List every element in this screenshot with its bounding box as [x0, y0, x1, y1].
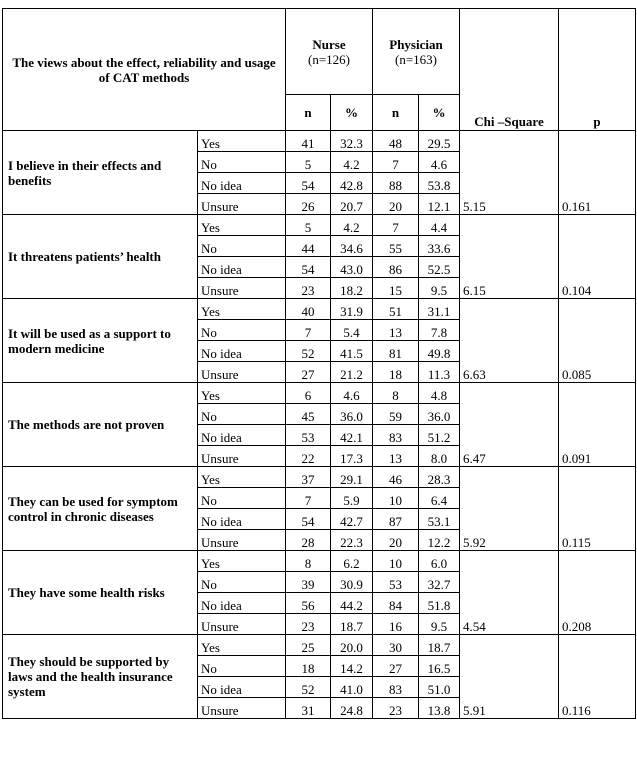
- table-row: [3, 299, 636, 320]
- physician-n-cell: 16: [373, 614, 419, 635]
- nurse-pct-cell: 18.2: [331, 278, 373, 299]
- p-value-cell: 0.085: [559, 299, 636, 383]
- nurse-pct-cell: 5.9: [331, 488, 373, 509]
- physician-pct-cell: 33.6: [419, 236, 460, 257]
- answer-label-cell: No: [198, 656, 286, 677]
- physician-n-cell: 30: [373, 635, 419, 656]
- physician-pct-cell: 53.1: [419, 509, 460, 530]
- nurse-n-cell: 52: [286, 677, 331, 698]
- nurse-n-cell: 41: [286, 131, 331, 152]
- physician-n-header: n: [373, 95, 419, 131]
- nurse-n-cell: 23: [286, 614, 331, 635]
- nurse-pct-cell: 21.2: [331, 362, 373, 383]
- table-row: [3, 215, 636, 236]
- physician-pct-cell: 9.5: [419, 614, 460, 635]
- physician-n-cell: 23: [373, 698, 419, 719]
- p-value-cell: 0.208: [559, 551, 636, 635]
- physician-pct-header: %: [419, 95, 460, 131]
- physician-pct-cell: 32.7: [419, 572, 460, 593]
- physician-n-cell: 59: [373, 404, 419, 425]
- nurse-pct-cell: 5.4: [331, 320, 373, 341]
- nurse-n-cell: 25: [286, 635, 331, 656]
- nurse-n-cell: 22: [286, 446, 331, 467]
- physician-n-cell: 51: [373, 299, 419, 320]
- physician-pct-cell: 4.6: [419, 152, 460, 173]
- statement-cell: It will be used as a support to modern medicine: [3, 299, 198, 383]
- answer-label-cell: No idea: [198, 509, 286, 530]
- nurse-label: Nurse: [312, 36, 346, 52]
- nurse-n-cell: 45: [286, 404, 331, 425]
- answer-label-cell: No: [198, 236, 286, 257]
- physician-n-cell: 87: [373, 509, 419, 530]
- chi-square-cell: 6.63: [460, 299, 559, 383]
- statement-cell: I believe in their effects and benefits: [3, 131, 198, 215]
- physician-n-cell: 7: [373, 215, 419, 236]
- answer-label-cell: Unsure: [198, 614, 286, 635]
- physician-header: [373, 9, 460, 95]
- nurse-n-cell: 28: [286, 530, 331, 551]
- statement-cell: They should be supported by laws and the health insurance system: [3, 635, 198, 719]
- nurse-pct-cell: 30.9: [331, 572, 373, 593]
- chi-square-header: Chi –Square: [460, 9, 559, 131]
- physician-pct-cell: 53.8: [419, 173, 460, 194]
- physician-n-cell: 10: [373, 488, 419, 509]
- physician-n-cell: 53: [373, 572, 419, 593]
- physician-n-cell: 83: [373, 677, 419, 698]
- answer-label-cell: No: [198, 320, 286, 341]
- physician-n-cell: 13: [373, 446, 419, 467]
- nurse-n-cell: 56: [286, 593, 331, 614]
- answer-label-cell: Unsure: [198, 194, 286, 215]
- answer-label-cell: No: [198, 404, 286, 425]
- nurse-n-cell: 26: [286, 194, 331, 215]
- answer-label-cell: Yes: [198, 215, 286, 236]
- nurse-n-cell: 27: [286, 362, 331, 383]
- physician-n-cell: 27: [373, 656, 419, 677]
- physician-n-cell: 83: [373, 425, 419, 446]
- physician-n-cell: 18: [373, 362, 419, 383]
- answer-label-cell: No idea: [198, 593, 286, 614]
- answer-label-cell: No idea: [198, 341, 286, 362]
- statement-cell: It threatens patients’ health: [3, 215, 198, 299]
- nurse-pct-header: %: [331, 95, 373, 131]
- nurse-pct-cell: 41.5: [331, 341, 373, 362]
- nurse-n-cell: 44: [286, 236, 331, 257]
- physician-n-cell: 81: [373, 341, 419, 362]
- physician-n-cell: 88: [373, 173, 419, 194]
- p-value-cell: 0.161: [559, 131, 636, 215]
- physician-n-cell: 8: [373, 383, 419, 404]
- nurse-n-cell: 18: [286, 656, 331, 677]
- physician-pct-cell: 4.8: [419, 383, 460, 404]
- statement-cell: They have some health risks: [3, 551, 198, 635]
- physician-n-cell: 10: [373, 551, 419, 572]
- nurse-n-cell: 7: [286, 488, 331, 509]
- nurse-n-cell: 7: [286, 320, 331, 341]
- physician-pct-cell: 6.4: [419, 488, 460, 509]
- answer-label-cell: Yes: [198, 299, 286, 320]
- answer-label-cell: No idea: [198, 173, 286, 194]
- answer-label-cell: No idea: [198, 677, 286, 698]
- physician-pct-cell: 51.8: [419, 593, 460, 614]
- nurse-pct-cell: 44.2: [331, 593, 373, 614]
- nurse-n-cell: 54: [286, 257, 331, 278]
- nurse-header: [286, 9, 373, 95]
- nurse-pct-cell: 42.8: [331, 173, 373, 194]
- nurse-n-cell: 23: [286, 278, 331, 299]
- physician-n-cell: 15: [373, 278, 419, 299]
- physician-n-cell: 7: [373, 152, 419, 173]
- physician-pct-cell: 49.8: [419, 341, 460, 362]
- physician-pct-cell: 51.0: [419, 677, 460, 698]
- nurse-pct-cell: 34.6: [331, 236, 373, 257]
- chi-square-cell: 5.92: [460, 467, 559, 551]
- physician-pct-cell: 18.7: [419, 635, 460, 656]
- physician-n-cell: 20: [373, 194, 419, 215]
- answer-label-cell: No: [198, 572, 286, 593]
- statement-cell: The methods are not proven: [3, 383, 198, 467]
- physician-n-cell: 13: [373, 320, 419, 341]
- physician-n-cell: 46: [373, 467, 419, 488]
- answer-label-cell: Unsure: [198, 362, 286, 383]
- nurse-pct-cell: 20.7: [331, 194, 373, 215]
- physician-pct-cell: 31.1: [419, 299, 460, 320]
- physician-pct-cell: 9.5: [419, 278, 460, 299]
- nurse-pct-cell: 6.2: [331, 551, 373, 572]
- answer-label-cell: No idea: [198, 425, 286, 446]
- chi-square-cell: 4.54: [460, 551, 559, 635]
- nurse-n-cell: 52: [286, 341, 331, 362]
- answer-label-cell: No idea: [198, 257, 286, 278]
- nurse-pct-cell: 4.6: [331, 383, 373, 404]
- nurse-n-cell: 54: [286, 509, 331, 530]
- physician-pct-cell: 52.5: [419, 257, 460, 278]
- answer-label-cell: No: [198, 488, 286, 509]
- table-row: [3, 635, 636, 656]
- nurse-n-cell: 53: [286, 425, 331, 446]
- nurse-sample-size: (n=126): [308, 51, 350, 67]
- chi-square-cell: 6.15: [460, 215, 559, 299]
- nurse-pct-cell: 36.0: [331, 404, 373, 425]
- physician-n-cell: 86: [373, 257, 419, 278]
- physician-n-cell: 55: [373, 236, 419, 257]
- chi-square-cell: 5.15: [460, 131, 559, 215]
- nurse-pct-cell: 42.1: [331, 425, 373, 446]
- nurse-n-cell: 54: [286, 173, 331, 194]
- nurse-pct-cell: 14.2: [331, 656, 373, 677]
- answer-label-cell: Unsure: [198, 530, 286, 551]
- nurse-n-cell: 5: [286, 215, 331, 236]
- physician-pct-cell: 29.5: [419, 131, 460, 152]
- nurse-pct-cell: 24.8: [331, 698, 373, 719]
- physician-pct-cell: 36.0: [419, 404, 460, 425]
- table-body: [3, 131, 636, 719]
- answer-label-cell: Unsure: [198, 446, 286, 467]
- nurse-n-cell: 39: [286, 572, 331, 593]
- nurse-n-cell: 6: [286, 383, 331, 404]
- chi-square-cell: 6.47: [460, 383, 559, 467]
- chi-square-cell: 5.91: [460, 635, 559, 719]
- nurse-pct-cell: 32.3: [331, 131, 373, 152]
- nurse-pct-cell: 42.7: [331, 509, 373, 530]
- p-value-cell: 0.104: [559, 215, 636, 299]
- physician-sample-size: (n=163): [395, 51, 437, 67]
- nurse-pct-cell: 22.3: [331, 530, 373, 551]
- nurse-pct-cell: 41.0: [331, 677, 373, 698]
- nurse-n-header: n: [286, 95, 331, 131]
- p-header: p: [559, 9, 636, 131]
- physician-n-cell: 20: [373, 530, 419, 551]
- physician-pct-cell: 28.3: [419, 467, 460, 488]
- nurse-n-cell: 8: [286, 551, 331, 572]
- physician-pct-cell: 51.2: [419, 425, 460, 446]
- physician-pct-cell: 16.5: [419, 656, 460, 677]
- nurse-pct-cell: 4.2: [331, 215, 373, 236]
- physician-n-cell: 48: [373, 131, 419, 152]
- p-value-cell: 0.116: [559, 635, 636, 719]
- nurse-pct-cell: 18.7: [331, 614, 373, 635]
- physician-label: Physician: [389, 36, 443, 52]
- nurse-pct-cell: 20.0: [331, 635, 373, 656]
- physician-pct-cell: 12.1: [419, 194, 460, 215]
- answer-label-cell: Yes: [198, 467, 286, 488]
- physician-pct-cell: 4.4: [419, 215, 460, 236]
- table-row: [3, 131, 636, 152]
- nurse-pct-cell: 31.9: [331, 299, 373, 320]
- answer-label-cell: Yes: [198, 383, 286, 404]
- physician-pct-cell: 13.8: [419, 698, 460, 719]
- answer-label-cell: Yes: [198, 551, 286, 572]
- answer-label-cell: Yes: [198, 131, 286, 152]
- nurse-n-cell: 40: [286, 299, 331, 320]
- nurse-n-cell: 31: [286, 698, 331, 719]
- table-row: [3, 467, 636, 488]
- answer-label-cell: Yes: [198, 635, 286, 656]
- table-row: [3, 551, 636, 572]
- views-header: The views about the effect, reliability and usage of CAT methods: [3, 9, 286, 131]
- nurse-n-cell: 5: [286, 152, 331, 173]
- physician-pct-cell: 8.0: [419, 446, 460, 467]
- results-table: [2, 8, 636, 719]
- nurse-pct-cell: 4.2: [331, 152, 373, 173]
- physician-pct-cell: 12.2: [419, 530, 460, 551]
- p-value-cell: 0.115: [559, 467, 636, 551]
- physician-pct-cell: 7.8: [419, 320, 460, 341]
- answer-label-cell: Unsure: [198, 278, 286, 299]
- table-row: [3, 383, 636, 404]
- nurse-n-cell: 37: [286, 467, 331, 488]
- answer-label-cell: Unsure: [198, 698, 286, 719]
- nurse-pct-cell: 17.3: [331, 446, 373, 467]
- physician-pct-cell: 11.3: [419, 362, 460, 383]
- physician-n-cell: 84: [373, 593, 419, 614]
- nurse-pct-cell: 29.1: [331, 467, 373, 488]
- nurse-pct-cell: 43.0: [331, 257, 373, 278]
- answer-label-cell: No: [198, 152, 286, 173]
- physician-pct-cell: 6.0: [419, 551, 460, 572]
- statement-cell: They can be used for symptom control in chronic diseases: [3, 467, 198, 551]
- p-value-cell: 0.091: [559, 383, 636, 467]
